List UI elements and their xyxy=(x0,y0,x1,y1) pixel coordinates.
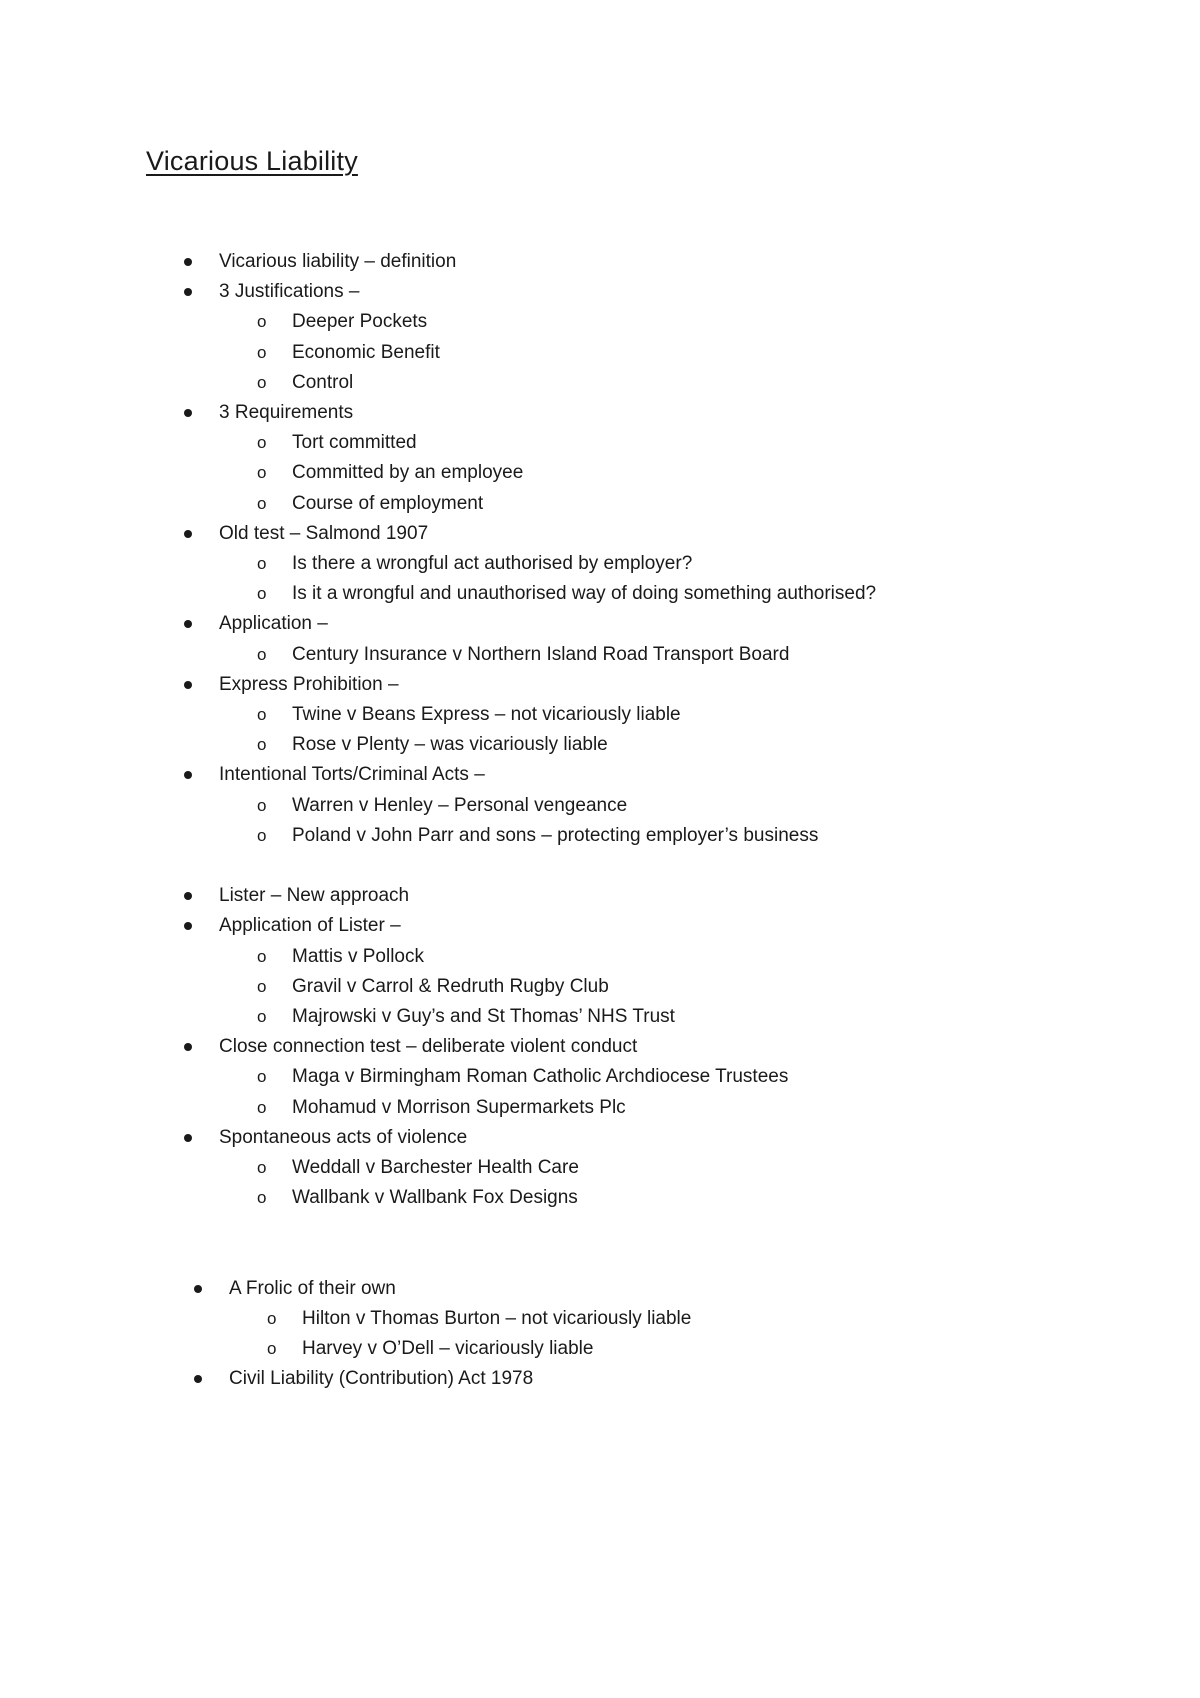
bullet-text: 3 Justifications – xyxy=(219,281,360,303)
sub-bullet-marker: o xyxy=(257,584,267,604)
bullet-item xyxy=(0,277,1200,307)
sub-bullet-text: Wallbank v Wallbank Fox Designs xyxy=(292,1187,578,1209)
sub-bullet-marker: o xyxy=(257,342,267,362)
sub-bullet-marker: o xyxy=(257,795,267,815)
sub-bullet-text: Twine v Beans Express – not vicariously liable xyxy=(292,704,681,725)
bullet-text: 3 Requirements xyxy=(219,402,354,423)
sub-bullet-item xyxy=(0,1183,1200,1213)
sub-bullet-marker: o xyxy=(257,1097,267,1117)
sub-bullet-marker: o xyxy=(257,372,267,392)
bullet-item xyxy=(0,609,1200,639)
sub-bullet-marker: o xyxy=(257,1158,267,1177)
sub-bullet-item xyxy=(0,579,1200,609)
bullet-marker xyxy=(184,409,192,417)
sub-bullet-item xyxy=(0,458,1200,488)
sub-bullet-marker: o xyxy=(257,554,267,573)
sub-bullet-text: Warren v Henley – Personal vengeance xyxy=(292,794,628,816)
sub-bullet-marker: o xyxy=(257,1007,267,1026)
sub-bullet-marker: o xyxy=(257,735,267,755)
bullet-text: Intentional Torts/Criminal Acts – xyxy=(219,764,485,786)
bullet-item xyxy=(0,247,1200,277)
sub-bullet-text: Is it a wrongful and unauthorised way of doing something authorised? xyxy=(292,583,877,605)
sub-bullet-text: Committed by an employee xyxy=(292,462,524,484)
sub-bullet-item xyxy=(0,1093,1200,1123)
bullet-text: Express Prohibition – xyxy=(219,673,399,695)
sub-bullet-text: Is there a wrongful act authorised by employer? xyxy=(292,553,693,574)
sub-bullet-marker: o xyxy=(257,976,267,996)
document-title: Vicarious Liability xyxy=(146,146,358,176)
sub-bullet-marker: o xyxy=(257,644,267,664)
sub-bullet-text: Tort committed xyxy=(292,432,417,454)
sub-bullet-text: Rose v Plenty – was vicariously liable xyxy=(292,734,608,756)
sub-bullet-item xyxy=(0,1153,1200,1183)
bullet-text: Spontaneous acts of violence xyxy=(219,1126,468,1148)
sub-bullet-item xyxy=(0,942,1200,972)
bullet-marker xyxy=(184,681,192,689)
bullet-text: Close connection test – deliberate violent conduct xyxy=(219,1036,638,1058)
bullet-text: A Frolic of their own xyxy=(229,1277,396,1299)
sub-bullet-item xyxy=(0,791,1200,821)
bullet-item xyxy=(0,760,1200,790)
sub-bullet-item xyxy=(0,1062,1200,1092)
sub-bullet-marker: o xyxy=(257,463,267,483)
sub-bullet-item xyxy=(0,1304,1200,1334)
sub-bullet-item xyxy=(0,640,1200,670)
bullet-item xyxy=(0,1274,1200,1304)
sub-bullet-text: Course of employment xyxy=(292,492,484,514)
bullet-item xyxy=(0,398,1200,428)
sub-bullet-text: Harvey v O’Dell – vicariously liable xyxy=(302,1338,594,1360)
bullet-marker xyxy=(184,1134,192,1142)
bullet-text: Civil Liability (Contribution) Act 1978 xyxy=(229,1368,534,1390)
sub-bullet-marker: o xyxy=(267,1309,277,1328)
sub-bullet-marker: o xyxy=(257,433,267,453)
sub-bullet-text: Majrowski v Guy’s and St Thomas’ NHS Trust xyxy=(292,1006,675,1027)
bullet-text: Lister – New approach xyxy=(219,885,410,907)
sub-bullet-marker: o xyxy=(267,1339,277,1359)
bullet-text: Vicarious liability – definition xyxy=(219,251,457,272)
sub-bullet-item xyxy=(0,307,1200,337)
sub-bullet-item xyxy=(0,972,1200,1002)
sub-bullet-text: Mohamud v Morrison Supermarkets Plc xyxy=(292,1096,626,1118)
sub-bullet-item xyxy=(0,368,1200,398)
sub-bullet-item xyxy=(0,1002,1200,1032)
bullet-item xyxy=(0,1123,1200,1153)
sub-bullet-item xyxy=(0,821,1200,851)
sub-bullet-marker: o xyxy=(257,946,267,966)
sub-bullet-text: Economic Benefit xyxy=(292,341,440,363)
bullet-text: Application of Lister – xyxy=(219,915,401,937)
bullet-marker xyxy=(184,1043,192,1051)
sub-bullet-item xyxy=(0,549,1200,579)
bullet-marker xyxy=(184,892,192,900)
bullet-marker xyxy=(184,258,192,266)
sub-bullet-marker: o xyxy=(257,705,267,724)
sub-bullet-text: Gravil v Carrol & Redruth Rugby Club xyxy=(292,975,609,997)
bullet-marker xyxy=(184,530,192,538)
bullet-marker xyxy=(194,1285,202,1293)
sub-bullet-item xyxy=(0,700,1200,730)
sub-bullet-text: Deeper Pockets xyxy=(292,311,428,333)
sub-bullet-item xyxy=(0,730,1200,760)
bullet-item xyxy=(0,519,1200,549)
sub-bullet-marker: o xyxy=(257,825,267,845)
sub-bullet-marker: o xyxy=(257,493,267,513)
sub-bullet-text: Poland v John Parr and sons – protecting employer’s business xyxy=(292,824,819,846)
bullet-text: Old test – Salmond 1907 xyxy=(219,522,429,544)
bullet-marker xyxy=(184,288,192,296)
sub-bullet-item xyxy=(0,428,1200,458)
sub-bullet-marker: o xyxy=(257,312,267,332)
bullet-marker xyxy=(184,771,192,779)
sub-bullet-text: Century Insurance v Northern Island Road Transport Board xyxy=(292,643,790,665)
sub-bullet-text: Control xyxy=(292,371,354,393)
bullet-marker xyxy=(194,1375,202,1383)
sub-bullet-text: Mattis v Pollock xyxy=(292,945,424,967)
sub-bullet-text: Weddall v Barchester Health Care xyxy=(292,1157,579,1178)
bullet-item xyxy=(0,881,1200,911)
bullet-text: Application – xyxy=(219,613,328,635)
sub-bullet-marker: o xyxy=(257,1188,267,1208)
bullet-item xyxy=(0,1032,1200,1062)
sub-bullet-text: Maga v Birmingham Roman Catholic Archdiocese Trustees xyxy=(292,1066,789,1088)
sub-bullet-item xyxy=(0,1334,1200,1364)
sub-bullet-text: Hilton v Thomas Burton – not vicariously liable xyxy=(302,1308,692,1329)
bullet-item xyxy=(0,911,1200,941)
bullet-item xyxy=(0,670,1200,700)
bullet-marker xyxy=(184,922,192,930)
sub-bullet-item xyxy=(0,489,1200,519)
bullet-marker xyxy=(184,620,192,628)
sub-bullet-item xyxy=(0,338,1200,368)
bullet-item xyxy=(0,1364,1200,1394)
sub-bullet-marker: o xyxy=(257,1067,267,1087)
